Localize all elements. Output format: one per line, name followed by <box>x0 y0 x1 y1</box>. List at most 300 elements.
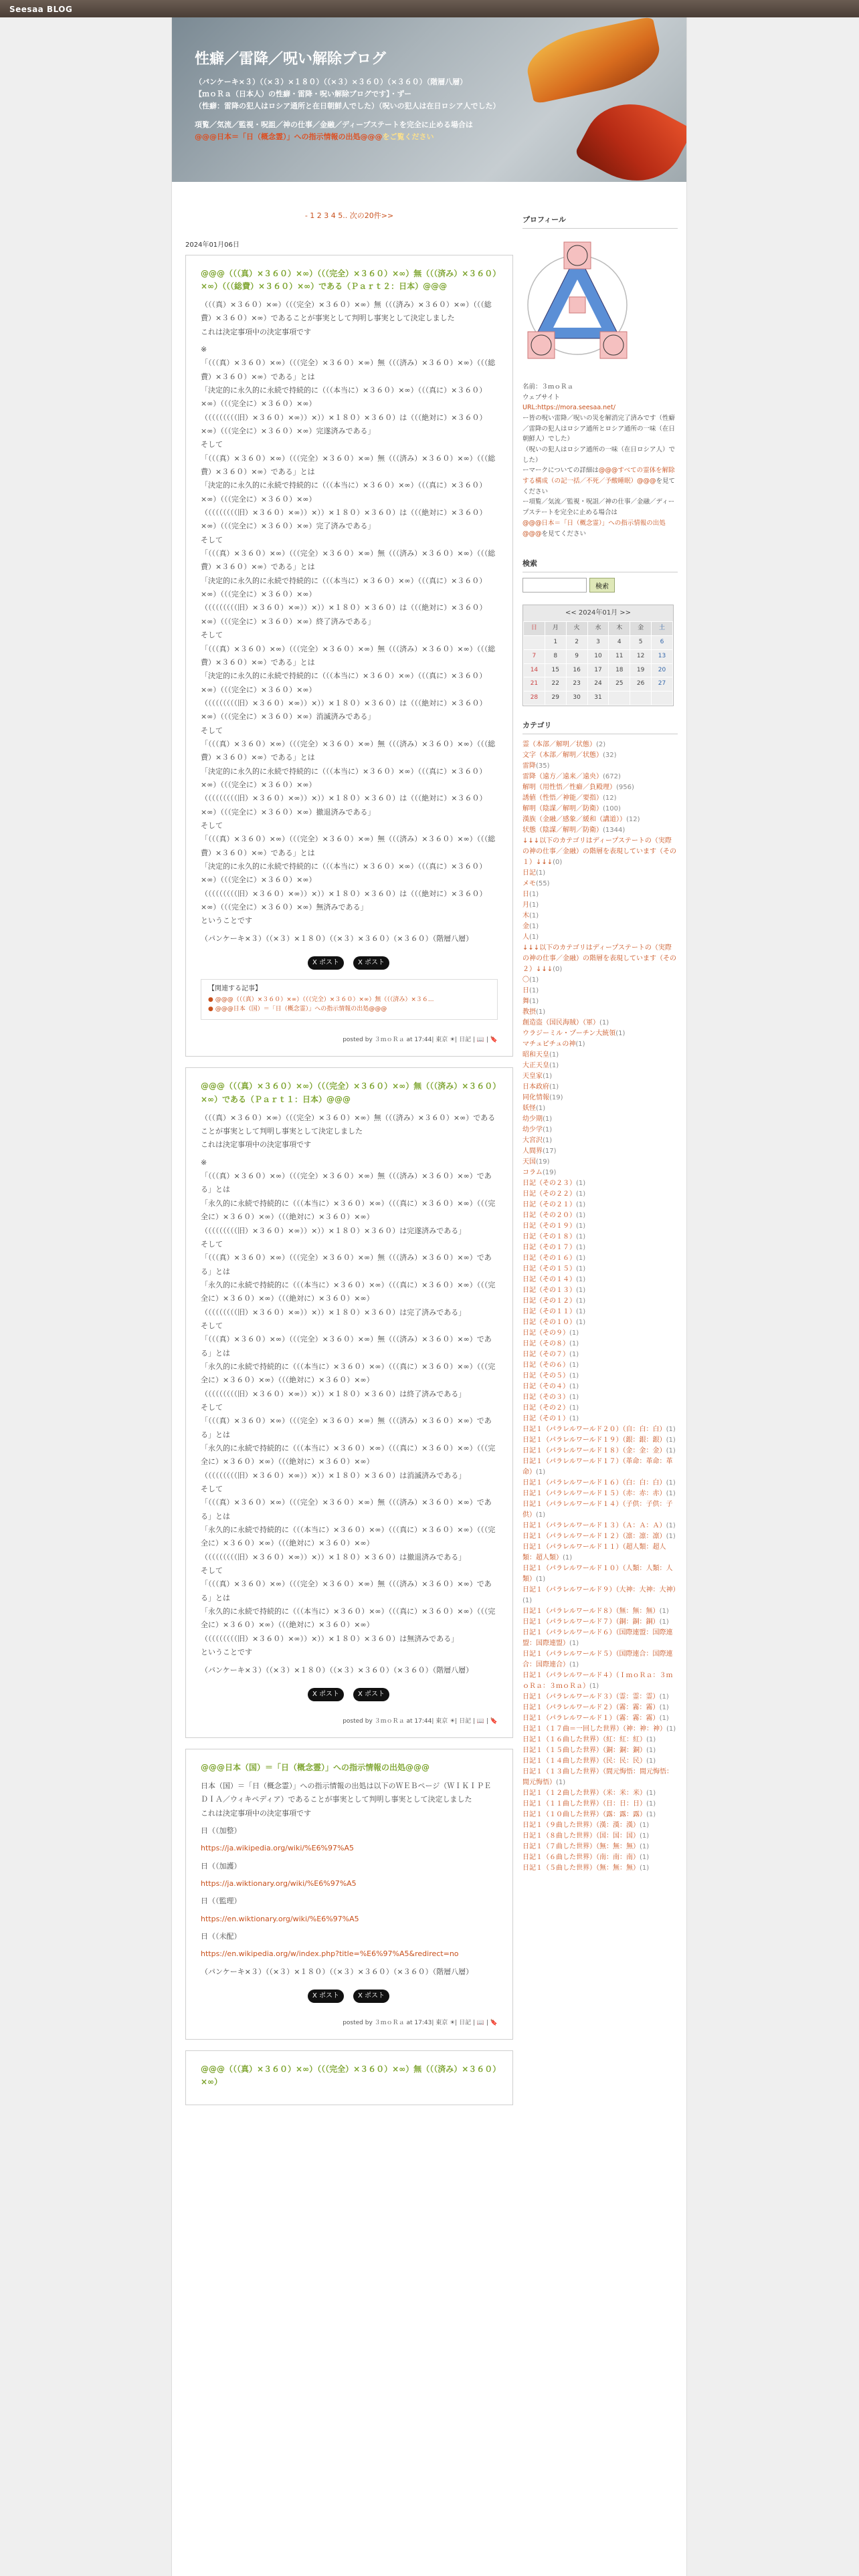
wiki-link[interactable]: https://ja.wiktionary.org/wiki/%E6%97%A5 <box>201 1879 357 1889</box>
category-label: 日記１（パラレルワールド１５）（赤：赤：赤） <box>522 1490 666 1498</box>
category-count: (1) <box>569 1640 579 1648</box>
category-item[interactable] <box>522 1564 678 1585</box>
category-label: 舞 <box>522 998 529 1006</box>
category-item[interactable] <box>522 1521 678 1531</box>
category-label: 日記１（１２曲した世界）（米：米：米） <box>522 1790 646 1798</box>
category-count: (1) <box>666 1533 676 1541</box>
category-count: (1) <box>646 1757 656 1765</box>
category-label: 日記（その１３） <box>522 1287 576 1295</box>
calendar-day[interactable]: 7 <box>524 649 545 663</box>
category-item[interactable] <box>522 879 678 889</box>
calendar-day[interactable]: 5 <box>630 635 652 649</box>
category-item[interactable] <box>522 1307 678 1317</box>
category-count: (1) <box>659 1704 669 1712</box>
category-label: 日記１（５曲した世界）（無：無：無） <box>522 1864 640 1872</box>
calendar-day[interactable]: 1 <box>545 635 566 649</box>
calendar-day[interactable]: 12 <box>630 649 652 663</box>
category-count: (1) <box>536 1511 546 1519</box>
category-item[interactable] <box>522 1243 678 1253</box>
category-label: 日記（その２０） <box>522 1212 576 1220</box>
category-item[interactable] <box>522 1221 678 1232</box>
category-count: (1) <box>522 1597 533 1605</box>
category-count: (1) <box>529 901 539 909</box>
category-item[interactable] <box>522 975 678 986</box>
calendar <box>522 605 674 706</box>
category-label: 雷降（遠方／遠来／遠央） <box>522 773 603 781</box>
category-item[interactable] <box>522 1831 678 1842</box>
search-box <box>522 578 678 593</box>
category-item[interactable] <box>522 1842 678 1852</box>
category-count: (1) <box>640 1843 650 1851</box>
calendar-day[interactable]: 26 <box>630 677 652 691</box>
category-label: 日記１（パラレルワールド１）（霧：霧：霧） <box>522 1715 660 1723</box>
category-item[interactable] <box>522 1457 678 1478</box>
entry-title[interactable]: @@@（（（真）×３６０）×∞）（（（完全）×３６０）×∞）無（（（済み）×３６０）×∞）（（（総費）×３６０）×∞）である（Ｐａｒｔ２：日本）@@@ <box>201 268 497 291</box>
category-count: (1) <box>529 976 539 984</box>
category-item[interactable] <box>522 1382 678 1392</box>
category-count: (1) <box>529 923 539 931</box>
category-item[interactable] <box>522 1606 678 1617</box>
calendar-day[interactable]: 16 <box>566 663 587 677</box>
link-label: 日（（未配） <box>201 1932 242 1941</box>
category-count: (1) <box>666 1522 676 1530</box>
category-count: (1) <box>640 1822 650 1830</box>
category-item[interactable] <box>522 1435 678 1446</box>
category-count: (1) <box>646 1790 656 1798</box>
calendar-day[interactable]: 13 <box>652 649 673 663</box>
category-label: 状態（陰謀／解明／防衛） <box>522 827 603 835</box>
search-button[interactable]: 検索 <box>589 578 615 593</box>
category-item[interactable] <box>522 1617 678 1628</box>
category-item[interactable] <box>522 1692 678 1703</box>
calendar-day[interactable]: 28 <box>524 691 545 706</box>
category-label: マチュピチュの神 <box>522 1041 576 1049</box>
blog-description-4: 項覧／気流／監視・呪詛／神の仕事／金融／ディープステートを完全に止める場合は <box>195 120 473 129</box>
category-item[interactable] <box>522 1007 678 1018</box>
profile-link[interactable]: @@@すべての霊体を解除する構成（の記一括／不死／予酸睡眠）@@@ <box>522 467 675 486</box>
entry-paragraph: （（（真）×３６０）×∞）（（（完全）×３６０）×∞）無（（（済み）×３６０）×∞）（（（総費）×３６０）×∞）であることが事実として判明し事実として決定しました これは決定事項中の決定事項です <box>201 300 492 336</box>
category-item[interactable] <box>522 1168 678 1178</box>
category-label: 日記１（パラレルワールド３）（霊：霊：霊） <box>522 1693 660 1701</box>
calendar-day[interactable]: 21 <box>524 677 545 691</box>
profile-url[interactable]: URL:https://mora.seesaa.net/ <box>522 404 615 412</box>
category-count: (1) <box>529 998 539 1006</box>
category-label: 日記（その１８） <box>522 1233 576 1241</box>
category-item[interactable] <box>522 1317 678 1328</box>
category-count: (1) <box>615 1030 626 1038</box>
category-item[interactable] <box>522 1810 678 1820</box>
calendar-day[interactable]: 20 <box>652 663 673 677</box>
category-item[interactable] <box>522 740 678 750</box>
category-label: 日記１（１１曲した世界）（日：日：日） <box>522 1800 646 1808</box>
entry <box>185 1067 513 1737</box>
category-item[interactable] <box>522 782 678 793</box>
category-item[interactable] <box>522 1189 678 1200</box>
category-item[interactable] <box>522 1371 678 1382</box>
category-count: (1) <box>576 1297 586 1305</box>
category-item[interactable] <box>522 836 678 868</box>
profile-image <box>527 238 628 372</box>
category-label: 日記１（パラレルワールド１９）（銀：銀：銀） <box>522 1436 666 1444</box>
x-post-button[interactable]: X ポスト <box>353 956 389 970</box>
category-label: 日記１（１４曲した世界）（民：民：民） <box>522 1757 646 1765</box>
main-column <box>185 206 513 2116</box>
category-item[interactable] <box>522 911 678 922</box>
category-item[interactable] <box>522 889 678 900</box>
x-post-button[interactable]: X ポスト <box>353 1990 389 2003</box>
category-count: (1) <box>569 1372 579 1380</box>
category-count: (1) <box>576 1319 586 1327</box>
calendar-day[interactable]: 22 <box>545 677 566 691</box>
category-item[interactable] <box>522 1146 678 1157</box>
calendar-day[interactable]: 11 <box>609 649 630 663</box>
category-label: 日記（その１９） <box>522 1222 576 1230</box>
category-label: 日記１（パラレルワールド８）（無：無：無） <box>522 1608 660 1616</box>
category-heading: カテゴリ <box>522 720 678 734</box>
calendar-day[interactable]: 9 <box>566 649 587 663</box>
category-label: 日記１（パラレルワールド５）（国際連合：国際連合：国際連合） <box>522 1650 673 1669</box>
x-post-button[interactable]: X ポスト <box>308 1990 344 2003</box>
category-item[interactable] <box>522 1585 678 1606</box>
category-item[interactable] <box>522 1103 678 1114</box>
calendar-day[interactable]: 8 <box>545 649 566 663</box>
category-item[interactable] <box>522 793 678 804</box>
category-label: 日記（その５） <box>522 1372 569 1380</box>
category-count: (1) <box>576 1201 586 1209</box>
x-post-button[interactable]: X ポスト <box>308 1688 344 1701</box>
entry-paragraph: （（（真）×３６０）×∞）（（（完全）×３６０）×∞）無（（（済み）×３６０）×∞）であることが事実として判明し事実として決定しました これは決定事項中の決定事項です <box>201 1113 496 1150</box>
blog-wrapper <box>171 17 687 2576</box>
category-item[interactable] <box>522 1018 678 1029</box>
wiki-link[interactable]: https://en.wikipedia.org/w/index.php?title=%E6%97%A5&redirect=no <box>201 1949 459 1959</box>
header-link-a[interactable]: @@@日本＝「日（概念霊）」 <box>195 132 294 141</box>
category-item[interactable] <box>522 1264 678 1275</box>
category-label: 霊（本部／解明／状態） <box>522 741 596 749</box>
category-label: 創造盗（国民海賊）（軍） <box>522 1019 599 1027</box>
calendar-day[interactable]: 18 <box>609 663 630 677</box>
category-label: 日記１（１７曲＝一回した世界）（神：神：神） <box>522 1725 666 1733</box>
share-buttons <box>308 1990 498 2003</box>
category-count: (1) <box>569 1329 579 1337</box>
entry-body <box>201 298 498 946</box>
link-label: 日（（加整） <box>201 1826 242 1836</box>
category-count: (32) <box>603 752 617 760</box>
header-link-b[interactable]: への指示情報の出処@@@ <box>294 132 383 141</box>
category-label: 日記（その１０） <box>522 1319 576 1327</box>
category-label: 日記（その２２） <box>522 1190 576 1198</box>
category-item[interactable] <box>522 1724 678 1735</box>
category-count: (1) <box>666 1447 676 1455</box>
category-label: ウラジーミル・プーチン大統領 <box>522 1030 616 1038</box>
category-count: (1) <box>549 1062 559 1070</box>
posted-by: posted by ３ｍｏＲａ at 17:43| 東京 ☀| 日記 | 📖 | 🔖 <box>343 2020 498 2027</box>
calendar-day[interactable]: 19 <box>630 663 652 677</box>
related-heading: 【関連する記事】 <box>208 985 262 993</box>
search-input[interactable] <box>522 578 587 593</box>
calendar-day[interactable]: 23 <box>566 677 587 691</box>
profile-text <box>522 382 678 539</box>
link-label: 日（（加護） <box>201 1861 242 1870</box>
category-item[interactable] <box>522 922 678 932</box>
category-item[interactable] <box>522 1628 678 1649</box>
category-count: (1) <box>640 1832 650 1840</box>
category-item[interactable] <box>522 1039 678 1050</box>
category-count: (35) <box>536 762 550 770</box>
category-label: 幼少学 <box>522 1126 543 1134</box>
category-count: (12) <box>626 816 640 824</box>
category-count: (1) <box>576 1276 586 1284</box>
calendar-day[interactable]: 15 <box>545 663 566 677</box>
category-item[interactable] <box>522 1296 678 1307</box>
calendar-table <box>523 621 673 706</box>
wiki-link[interactable]: https://ja.wikipedia.org/wiki/%E6%97%A5 <box>201 1844 354 1853</box>
entry-paragraph: ※ 「（（（真）×３６０）×∞）（（（完全）×３６０）×∞）無（（（済み）×３６０）×∞）（（（総費）×３６０）×∞）である」とは 「決定的に永久的に永続で持続的に（（（本当に）×３６０）×∞）（（（真に）×３６０）×∞）（（（完全に）×３６０）×∞） （（（（（（（（（旧）×３６０）×∞））×））×１８０）×３６０）は（（（絶対に）×３６０）×∞）（（（完全に）×３６０）×∞）完遂済みである」 そして 「（（（真）×３６０）×∞）（（（完全）×３６０）×∞）無（（（済み）×３６０）×∞）（（（総費）×３６０）×∞）である」とは 「決定的に永久的に永続で持続的に（（（本当に）×３６０）×∞）（（（真に）×３６０）×∞）（（（完全に）×３６０）×∞） （（（（（（（（（旧）×３６０）×∞））×））×１８０）×３６０）は（（（絶対に）×３６０）×∞）（（（完全に）×３６０）×∞）完了済みである」 そして 「（（（真）×３６０）×∞）（（（完全）×３６０）×∞）無（（（済み）×３６０）×∞）（（（総費）×３６０）×∞）である」とは 「決定的に永久的に永続で持続的に（（（本当に）×３６０）×∞）（（（真に）×３６０）×∞）（（（完全に）×３６０）×∞） （（（（（（（（（旧）×３６０）×∞））×））×１８０）×３６０）は（（（絶対に）×３６０）×∞）（（（完全に）×３６０）×∞）終了済みである」 そして 「（（（真）×３６０）×∞）（（（完全）×３６０）×∞）無（（（済み）×３６０）×∞）（（（総費）×３６０）×∞）である」とは 「決定的に永久的に永続で持続的に（（（本当に）×３６０）×∞）（（（真に）×３６０）×∞）（（（完全に）×３６０）×∞） （（（（（（（（（旧）×３６０）×∞））×））×１８０）×３６０）は（（（絶対に）×３６０）×∞）（（（完全に）×３６０）×∞）消滅済みである」 そして 「（（（真）×３６０）×∞）（（（完全）×３６０）×∞）無（（（済み）×３６０）×∞）（（（総費）×３６０）×∞）である」とは 「決定的に永久的に永続で持続的に（（（本当に）×３６０）×∞）（（（真に）×３６０）×∞）（（（完全に）×３６０）×∞） （（（（（（（（（旧）×３６０）×∞））×））×１８０）×３６０）は（（（絶対に）×３６０）×∞）（（（完全に）×３６０）×∞）撤退済みである」 そして 「（（（真）×３６０）×∞）（（（完全）×３６０）×∞）無（（（済み）×３６０）×∞）（（（総費）×３６０）×∞）である」とは 「決定的に永久的に永続で持続的に（（（本当に）×３６０）×∞）（（（真に）×３６０）×∞）（（（完全に）×３６０）×∞） （（（（（（（（（旧）×３６０）×∞））×））×１８０）×３６０）は（（（絶対に）×３６０）×∞）（（（完全に）×３６０）×∞）無済みである」 ということです <box>201 344 496 926</box>
related-articles <box>201 979 498 1020</box>
category-item[interactable] <box>522 1136 678 1146</box>
category-item[interactable] <box>522 1703 678 1713</box>
category-label: コラム <box>522 1169 543 1177</box>
category-label: 日記１（パラレルワールド１６）（白：白：白） <box>522 1479 666 1487</box>
calendar-weekday: 月 <box>545 621 566 635</box>
category-count: (1) <box>576 1244 586 1252</box>
category-count: (1) <box>659 1693 669 1701</box>
category-count: (956) <box>616 784 634 792</box>
leaf-image-orange <box>522 17 666 104</box>
category-label: 日記１（パラレルワールド９）（大神：大神：大神） <box>522 1586 680 1594</box>
category-label: 日記（その７） <box>522 1351 569 1359</box>
calendar-header[interactable]: << 2024年01月 >> <box>523 605 673 621</box>
category-item[interactable] <box>522 1178 678 1189</box>
category-item[interactable] <box>522 1446 678 1457</box>
calendar-day[interactable]: 30 <box>566 691 587 706</box>
category-label: ↓↓↓以下のカテゴリはディープステートの（実際の神の仕事／金融）の階層を表現しています（その２）↓↓↓ <box>522 944 676 974</box>
category-item[interactable] <box>522 1756 678 1767</box>
category-item[interactable] <box>522 1050 678 1061</box>
category-item[interactable] <box>522 1852 678 1863</box>
category-count: (1) <box>599 1019 609 1027</box>
category-item[interactable] <box>522 1478 678 1489</box>
category-item[interactable] <box>522 1403 678 1414</box>
header-link-suffix: をご覧ください <box>382 132 434 141</box>
category-count: (1) <box>666 1426 676 1434</box>
category-label: 日記１（パラレルワールド１８）（金：金：金） <box>522 1447 666 1455</box>
x-post-button[interactable]: X ポスト <box>308 956 344 970</box>
calendar-day[interactable]: 2 <box>566 635 587 649</box>
category-count: (1) <box>569 1351 579 1359</box>
category-item[interactable] <box>522 1542 678 1564</box>
category-count: (1) <box>646 1811 656 1819</box>
x-post-button[interactable]: X ポスト <box>353 1688 389 1701</box>
category-item[interactable] <box>522 804 678 815</box>
category-label: 日記（その１５） <box>522 1265 576 1273</box>
calendar-day[interactable]: 6 <box>652 635 673 649</box>
calendar-day <box>630 691 652 706</box>
category-label: ↓↓↓以下のカテゴリはディープステートの（実際の神の仕事／金融）の階層を表現しています（その１）↓↓↓ <box>522 837 676 867</box>
wiki-link[interactable]: https://en.wiktionary.org/wiki/%E6%97%A5 <box>201 1914 359 1923</box>
category-item[interactable] <box>522 1200 678 1210</box>
related-link[interactable]: ● @@@（（（真）×３６０）×∞）（（（完全）×３６０）×∞）無（（（済み）×３６... <box>208 996 434 1003</box>
category-item[interactable] <box>522 1285 678 1296</box>
category-item[interactable] <box>522 1232 678 1243</box>
category-item[interactable] <box>522 1350 678 1360</box>
category-item[interactable] <box>522 1414 678 1424</box>
category-item[interactable] <box>522 996 678 1007</box>
calendar-day <box>524 635 545 649</box>
category-label: メモ <box>522 880 536 888</box>
calendar-weekday: 金 <box>630 621 652 635</box>
calendar-day[interactable]: 14 <box>524 663 545 677</box>
category-item[interactable] <box>522 1114 678 1125</box>
entry-paragraph: 日本（国）＝「日（概念霊）」への指示情報の出処は以下のＷＥＢページ（ＷＩＫＩＰＥＤＩＡ／ウィキペディア）であることが事実として判明し事実として決定しました これは決定事項中の決定事項です <box>201 1781 492 1818</box>
category-label: 日記（その２３） <box>522 1180 576 1188</box>
category-count: (1) <box>556 1779 566 1787</box>
category-item[interactable] <box>522 1820 678 1831</box>
category-count: (1) <box>666 1725 676 1733</box>
category-count: (17) <box>543 1148 557 1156</box>
category-item[interactable] <box>522 900 678 911</box>
category-item[interactable] <box>522 1713 678 1724</box>
category-count: (2) <box>596 741 606 749</box>
category-label: 日本政府 <box>522 1083 549 1091</box>
category-item[interactable] <box>522 1531 678 1542</box>
category-label: 日記１（パラレルワールド１０）（人類：人類：人類） <box>522 1565 673 1584</box>
profile-heading: プロフィール <box>522 214 678 229</box>
calendar-day[interactable]: 27 <box>652 677 673 691</box>
category-item[interactable] <box>522 1799 678 1810</box>
category-label: 〇 <box>522 976 529 984</box>
category-label: 日記１（パラレルワールド２）（霧：霧：霧） <box>522 1704 660 1712</box>
category-label: 同化情報 <box>522 1094 549 1102</box>
category-item[interactable] <box>522 1071 678 1082</box>
category-label: 大宮沢 <box>522 1137 543 1145</box>
category-label: 天国 <box>522 1158 536 1166</box>
category-item[interactable] <box>522 932 678 943</box>
category-item[interactable] <box>522 1093 678 1103</box>
category-label: 文字（本部／解明／状態） <box>522 752 603 760</box>
category-item[interactable] <box>522 1328 678 1339</box>
category-count: (0) <box>553 966 563 974</box>
category-count: (100) <box>603 805 621 813</box>
category-label: 雷降 <box>522 762 536 770</box>
category-item[interactable] <box>522 1649 678 1671</box>
calendar-day <box>609 691 630 706</box>
category-item[interactable] <box>522 1275 678 1285</box>
category-label: 日記（その８） <box>522 1340 569 1348</box>
category-count: (1) <box>543 1137 553 1145</box>
category-item[interactable] <box>522 1061 678 1071</box>
category-item[interactable] <box>522 1489 678 1499</box>
category-count: (1) <box>576 1222 586 1230</box>
category-count: (1) <box>666 1436 676 1444</box>
category-item[interactable] <box>522 761 678 772</box>
calendar-day[interactable]: 10 <box>587 649 609 663</box>
calendar-day[interactable]: 3 <box>587 635 609 649</box>
category-item[interactable] <box>522 1253 678 1264</box>
entry-title[interactable]: @@@日本（国）＝「日（概念霊）」への指示情報の出処@@@ <box>201 1762 430 1772</box>
category-item[interactable] <box>522 1392 678 1403</box>
posted-by: posted by ３ｍｏＲａ at 17:44| 東京 ☀| 日記 | 📖 | 🔖 <box>343 1037 498 1044</box>
category-label: 大正天皇 <box>522 1062 549 1070</box>
category-label: 日記（その１６） <box>522 1255 576 1263</box>
category-item[interactable] <box>522 750 678 761</box>
calendar-day[interactable]: 25 <box>609 677 630 691</box>
share-buttons <box>308 1688 498 1701</box>
profile-link[interactable]: @@@日本＝「日（概念霊）」への指示情報の出処@@@ <box>522 519 666 538</box>
category-item[interactable] <box>522 1360 678 1371</box>
category-label: 日記（その１７） <box>522 1244 576 1252</box>
category-item[interactable] <box>522 1339 678 1350</box>
entry-body <box>201 1111 498 1677</box>
category-item[interactable] <box>522 1029 678 1039</box>
category-count: (19) <box>536 1158 550 1166</box>
calendar-day[interactable]: 24 <box>587 677 609 691</box>
category-item[interactable] <box>522 868 678 879</box>
category-label: 日記１（パラレルワールド６）（国際連盟：国際連盟：国際連盟） <box>522 1629 673 1648</box>
category-item[interactable] <box>522 825 678 836</box>
category-count: (1) <box>549 1051 559 1059</box>
calendar-day[interactable]: 29 <box>545 691 566 706</box>
calendar-weekday: 土 <box>652 621 673 635</box>
entry <box>185 2050 513 2105</box>
calendar-day[interactable]: 4 <box>609 635 630 649</box>
category-count: (1) <box>659 1608 669 1616</box>
category-item[interactable] <box>522 1210 678 1221</box>
category-label: 日記（その６） <box>522 1362 569 1370</box>
entry <box>185 255 513 1057</box>
category-item[interactable] <box>522 1745 678 1756</box>
category-item[interactable] <box>522 1082 678 1093</box>
category-item[interactable] <box>522 772 678 782</box>
profile-line: （呪いの犯人はロシア通所の一味（在日ロシア人）でした） <box>522 446 676 464</box>
category-item[interactable] <box>522 1863 678 1874</box>
category-count: (1) <box>529 891 539 899</box>
calendar-day[interactable]: 31 <box>587 691 609 706</box>
seesaa-logo[interactable]: Seesaa BLOG <box>9 5 73 14</box>
category-item[interactable] <box>522 815 678 825</box>
category-item[interactable] <box>522 986 678 996</box>
profile-line: ー皆の呪い雷降／呪いの災を解消完了済みです（性癖／雷降の犯人はロシア通所とロシア通所の一味（在日朝鮮人）でした） <box>522 415 676 443</box>
category-label: 日記 <box>522 869 536 877</box>
category-label: 日記（その１２） <box>522 1297 576 1305</box>
category-label: 木 <box>522 912 529 920</box>
category-count: (1) <box>536 1576 546 1584</box>
category-count: (1) <box>576 1212 586 1220</box>
category-item[interactable] <box>522 1499 678 1521</box>
category-item[interactable] <box>522 1671 678 1692</box>
pager[interactable]: - 1 2 3 4 5.. 次の20件>> <box>304 211 394 220</box>
calendar-day[interactable]: 17 <box>587 663 609 677</box>
category-item[interactable] <box>522 1424 678 1435</box>
category-item[interactable] <box>522 943 678 975</box>
category-item[interactable] <box>522 1157 678 1168</box>
category-count: (1) <box>640 1864 650 1872</box>
entry-title[interactable]: @@@（（（真）×３６０）×∞）（（（完全）×３６０）×∞）無（（（済み）×３６０）×∞） <box>201 2064 497 2087</box>
category-item[interactable] <box>522 1125 678 1136</box>
entry-paragraph: （パンケーキ×３）（（×３）×１８０）（（×３）×３６０）（×３６０）（階層八層） <box>201 1665 474 1675</box>
category-label: 日記１（パラレルワールド１２）（凛：凛：凛） <box>522 1533 666 1541</box>
entry-title[interactable]: @@@（（（真）×３６０）×∞）（（（完全）×３６０）×∞）無（（（済み）×３６０）×∞）である（Ｐａｒｔ１：日本）@@@ <box>201 1081 497 1104</box>
category-count: (1) <box>536 869 546 877</box>
related-link[interactable]: ● @@@日本（国）＝「日（概念霊）」への指示情報の出処@@@ <box>208 1005 387 1012</box>
category-count: (1) <box>569 1415 579 1423</box>
blog-title[interactable]: 性癖／雷降／呪い解除ブログ <box>195 51 387 68</box>
category-label: 日記１（１０曲した世界）（露：露：露） <box>522 1811 646 1819</box>
category-label: 妖怪 <box>522 1105 536 1113</box>
category-item[interactable] <box>522 1788 678 1799</box>
category-item[interactable] <box>522 1735 678 1745</box>
category-item[interactable] <box>522 1767 678 1788</box>
calendar-weekday: 水 <box>587 621 609 635</box>
